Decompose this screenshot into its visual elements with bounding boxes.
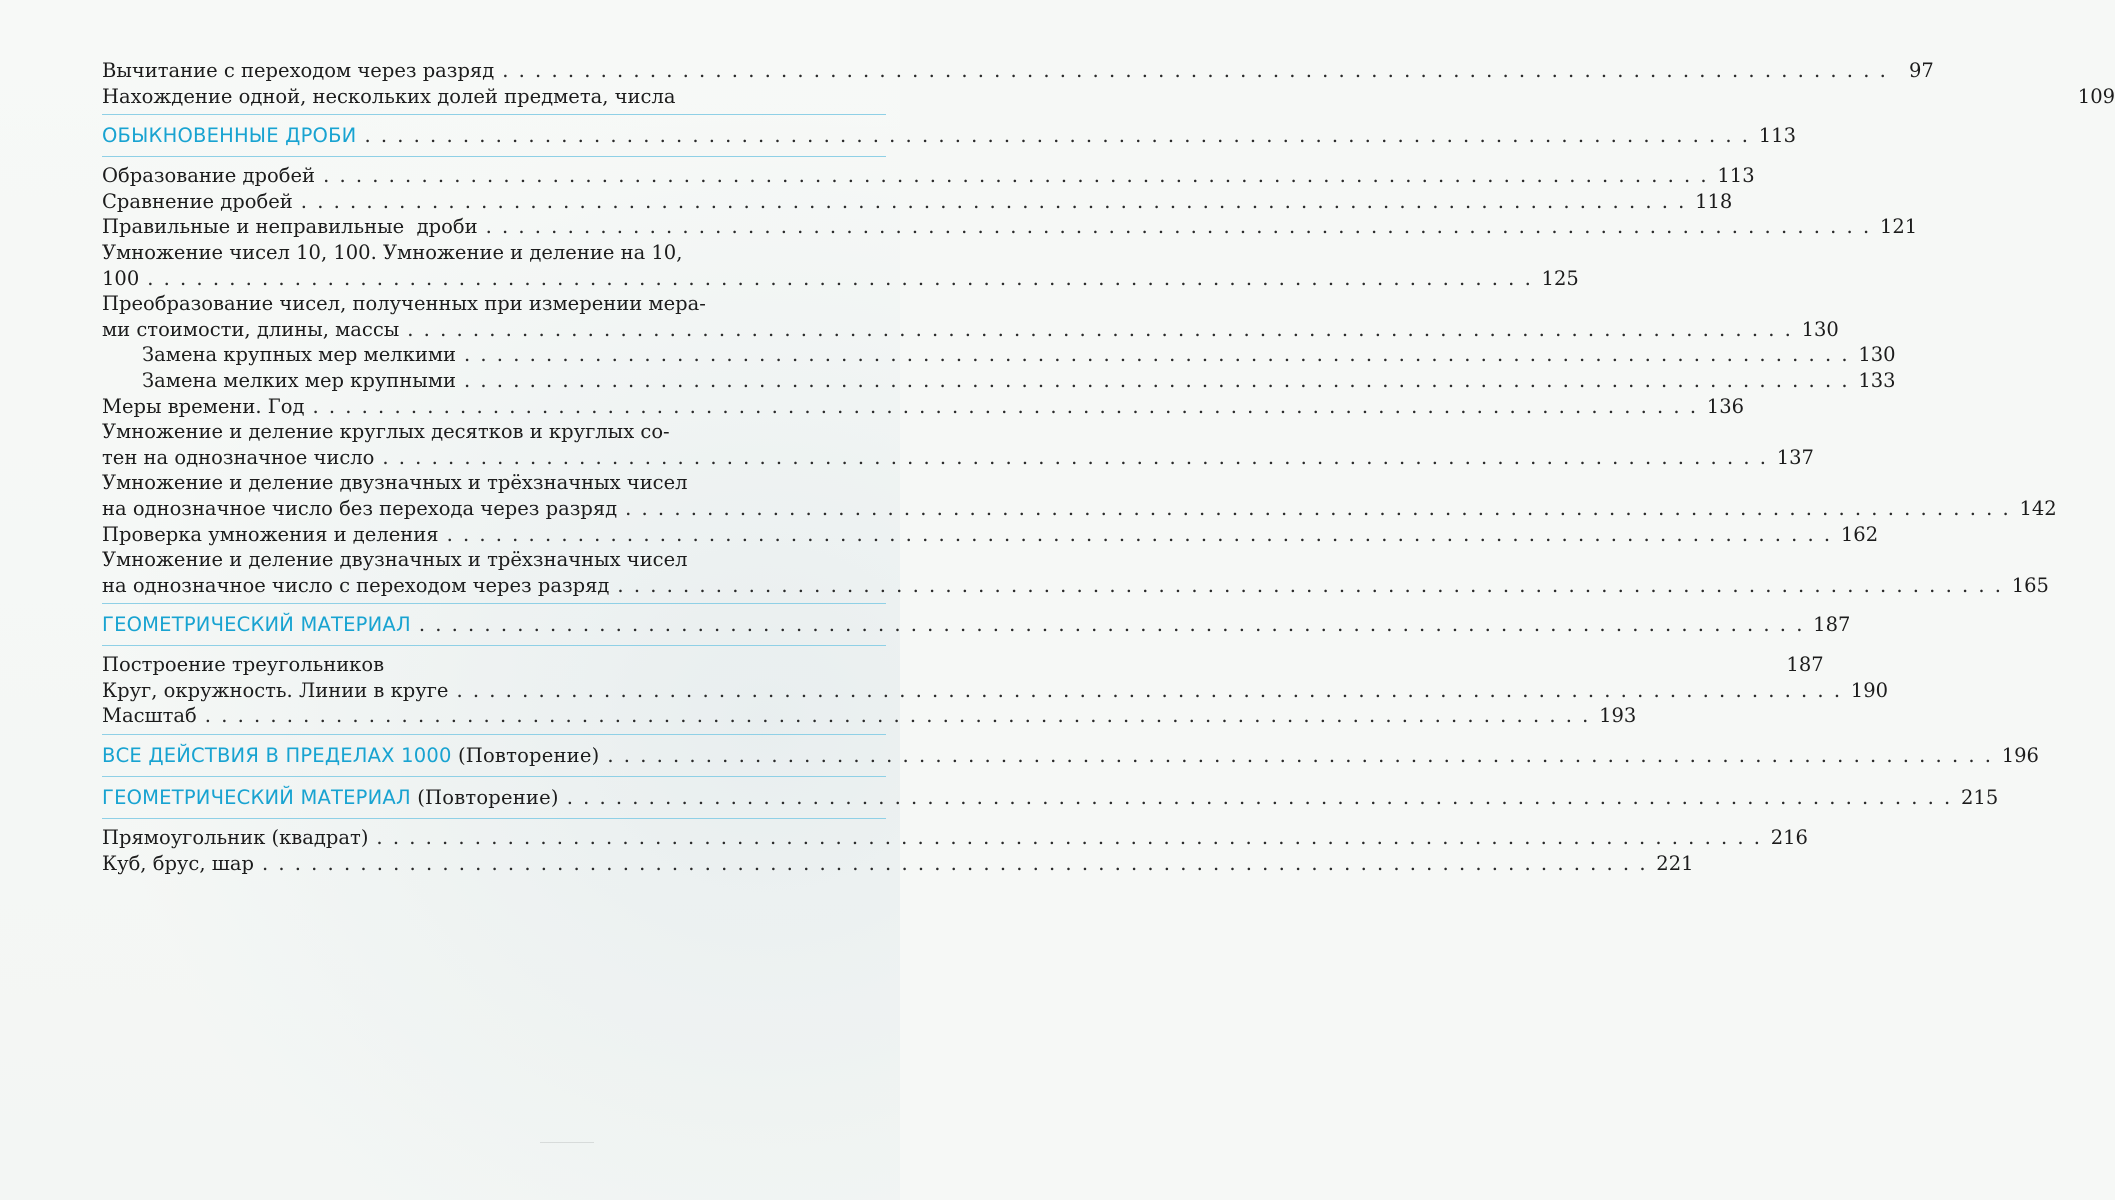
section-title: ОБЫКНОВЕННЫЕ ДРОБИ: [102, 124, 357, 148]
toc-entry-page: 109: [2077, 84, 2115, 108]
toc-section-heading: [102, 783, 1999, 813]
section-title-main: ВСЕ ДЕЙСТВИЯ В ПРЕДЕЛАХ 1000: [102, 744, 452, 768]
section-divider: [102, 776, 886, 777]
toc-entry-page: 187: [1786, 653, 1824, 677]
toc-entry-title: Вычитание с переходом через разряд: [102, 59, 495, 82]
section-title: [102, 783, 559, 813]
toc-entry-title: Проверка умножения и деления: [102, 522, 439, 546]
section-divider: [102, 818, 886, 819]
toc-entry-page: 130: [1801, 317, 1839, 341]
toc-entry-page: 97: [1908, 59, 1934, 82]
toc-entry-page: 162: [1840, 522, 1879, 546]
toc-entry-title: на однозначное число без перехода через разряд: [102, 496, 618, 520]
toc-entry-title-line1: Умножение чисел 10, 100. Умножение и деление на 10,: [102, 240, 683, 264]
section-title: ГЕОМЕТРИЧЕСКИЙ МАТЕРИАЛ: [102, 613, 411, 637]
toc-entry-page: 118: [1695, 189, 1733, 213]
toc-entry-page: 142: [2019, 496, 2057, 520]
toc-entry-page: 125: [1541, 266, 1579, 290]
toc-entry-title: Нахождение одной, нескольких долей предмета, числа: [102, 84, 676, 108]
dot-leader: [447, 522, 1833, 548]
toc-entry-page: 193: [1599, 704, 1637, 728]
toc-entry-title: Замена мелких мер крупными: [142, 368, 456, 392]
toc-entry-title: Меры времени. Год: [102, 394, 305, 418]
toc-entry: [102, 825, 1808, 851]
dot-leader: [502, 58, 1888, 84]
toc-entry-page: 113: [1758, 124, 1796, 148]
toc-entry: [102, 58, 1934, 84]
toc-entry: [102, 163, 1755, 189]
dot-leader: [301, 189, 1687, 215]
dot-leader: [617, 573, 2003, 599]
dot-leader: [376, 825, 1762, 851]
dot-leader: [464, 342, 1850, 368]
toc-entry: [102, 496, 2057, 522]
toc-entry-page: 190: [1850, 678, 1889, 702]
toc-entry-page: 137: [1776, 445, 1814, 469]
section-title-main: ГЕОМЕТРИЧЕСКИЙ МАТЕРИАЛ: [102, 786, 411, 810]
toc-entry-title: Масштаб: [102, 704, 197, 728]
toc-subentry: [102, 368, 1896, 394]
dot-leader: [262, 851, 1648, 877]
toc-entry-title: Правильные и неправильные дроби: [102, 215, 478, 239]
toc-entry-page: 221: [1656, 851, 1694, 875]
section-title-suffix: (Повторение): [457, 744, 600, 768]
dot-leader: [382, 445, 1768, 471]
toc-entry-page: 133: [1858, 368, 1896, 392]
toc-entry-page: 121: [1879, 215, 1918, 239]
section-divider: [102, 645, 886, 646]
toc-section-heading: [102, 121, 1796, 151]
toc-entry-title: на однозначное число с переходом через разряд: [102, 573, 610, 597]
toc-subentry: [102, 342, 1896, 368]
toc-entry-title-line1: Умножение и деление двузначных и трёхзначных чисел: [102, 548, 688, 572]
toc-entry-title: Прямоугольник (квадрат): [102, 826, 369, 850]
toc-entry-page: 196: [2001, 744, 2039, 768]
toc-section-heading: [102, 610, 1851, 640]
section-divider: [102, 114, 886, 115]
dot-leader: [625, 496, 2011, 522]
toc-entry-page: 215: [1961, 786, 1999, 810]
dot-leader: [567, 783, 1953, 813]
toc-entry: [102, 445, 1814, 471]
toc-entry-title: 100: [102, 266, 140, 290]
toc-entry: [102, 522, 1879, 548]
toc-entry: [102, 214, 1918, 240]
toc-entry-page: 165: [2011, 573, 2049, 597]
toc-entry-title: тен на однозначное число: [102, 445, 375, 469]
dot-leader: [456, 678, 1842, 704]
section-divider: [102, 156, 886, 157]
toc-entry-title-line1: Преобразование чисел, полученных при измерении мера-: [102, 292, 706, 316]
toc-entry-title: Сравнение дробей: [102, 189, 293, 213]
dot-leader: [486, 214, 1872, 240]
section-divider: [102, 603, 886, 604]
toc-entry: [102, 652, 1824, 678]
dot-leader: [323, 163, 1709, 189]
section-title-suffix: (Повторение): [417, 786, 559, 810]
dot-leader: [364, 121, 1750, 151]
toc-entry-title: Образование дробей: [102, 164, 316, 188]
dot-leader: [607, 741, 1993, 771]
dot-leader: [407, 317, 1793, 343]
toc-entry-title: Замена крупных мер мелкими: [142, 343, 456, 367]
dot-leader: [419, 610, 1805, 640]
toc-entry-page: 216: [1770, 826, 1808, 850]
dot-leader: [147, 266, 1533, 292]
dot-leader: [312, 394, 1698, 420]
dot-leader: [464, 368, 1850, 394]
toc-entry-title: ми стоимости, длины, массы: [102, 317, 400, 341]
toc-entry-page: 113: [1717, 164, 1755, 188]
toc-entry-page: 136: [1706, 394, 1745, 418]
toc-entry: [102, 189, 1733, 215]
toc-entry: [102, 573, 2049, 599]
toc-entry-page: 187: [1813, 613, 1851, 637]
toc-entry-title-line1: Умножение и деление круглых десятков и круглых со-: [102, 420, 670, 444]
toc-entry-title: Куб, брус, шар: [102, 851, 254, 875]
dot-leader: [205, 703, 1591, 729]
table-of-contents: [102, 58, 2115, 876]
toc-entry-title: Круг, окружность. Линии в круге: [102, 678, 449, 702]
section-title: [102, 741, 599, 771]
toc-entry: [102, 394, 1745, 420]
toc-entry: [102, 851, 1694, 877]
toc-entry: [102, 266, 1579, 292]
toc-entry-title-line1: Умножение и деление двузначных и трёхзначных чисел: [102, 471, 688, 495]
section-divider: [102, 734, 886, 735]
toc-entry: [102, 703, 1637, 729]
toc-entry-page: 130: [1858, 343, 1896, 367]
toc-entry: [102, 84, 2115, 110]
toc-section-heading: [102, 741, 2039, 771]
page-footer-rule: [540, 1142, 594, 1143]
toc-entry-title: Построение треугольников: [102, 653, 385, 677]
toc-entry: [102, 678, 1889, 704]
toc-entry: [102, 317, 1839, 343]
